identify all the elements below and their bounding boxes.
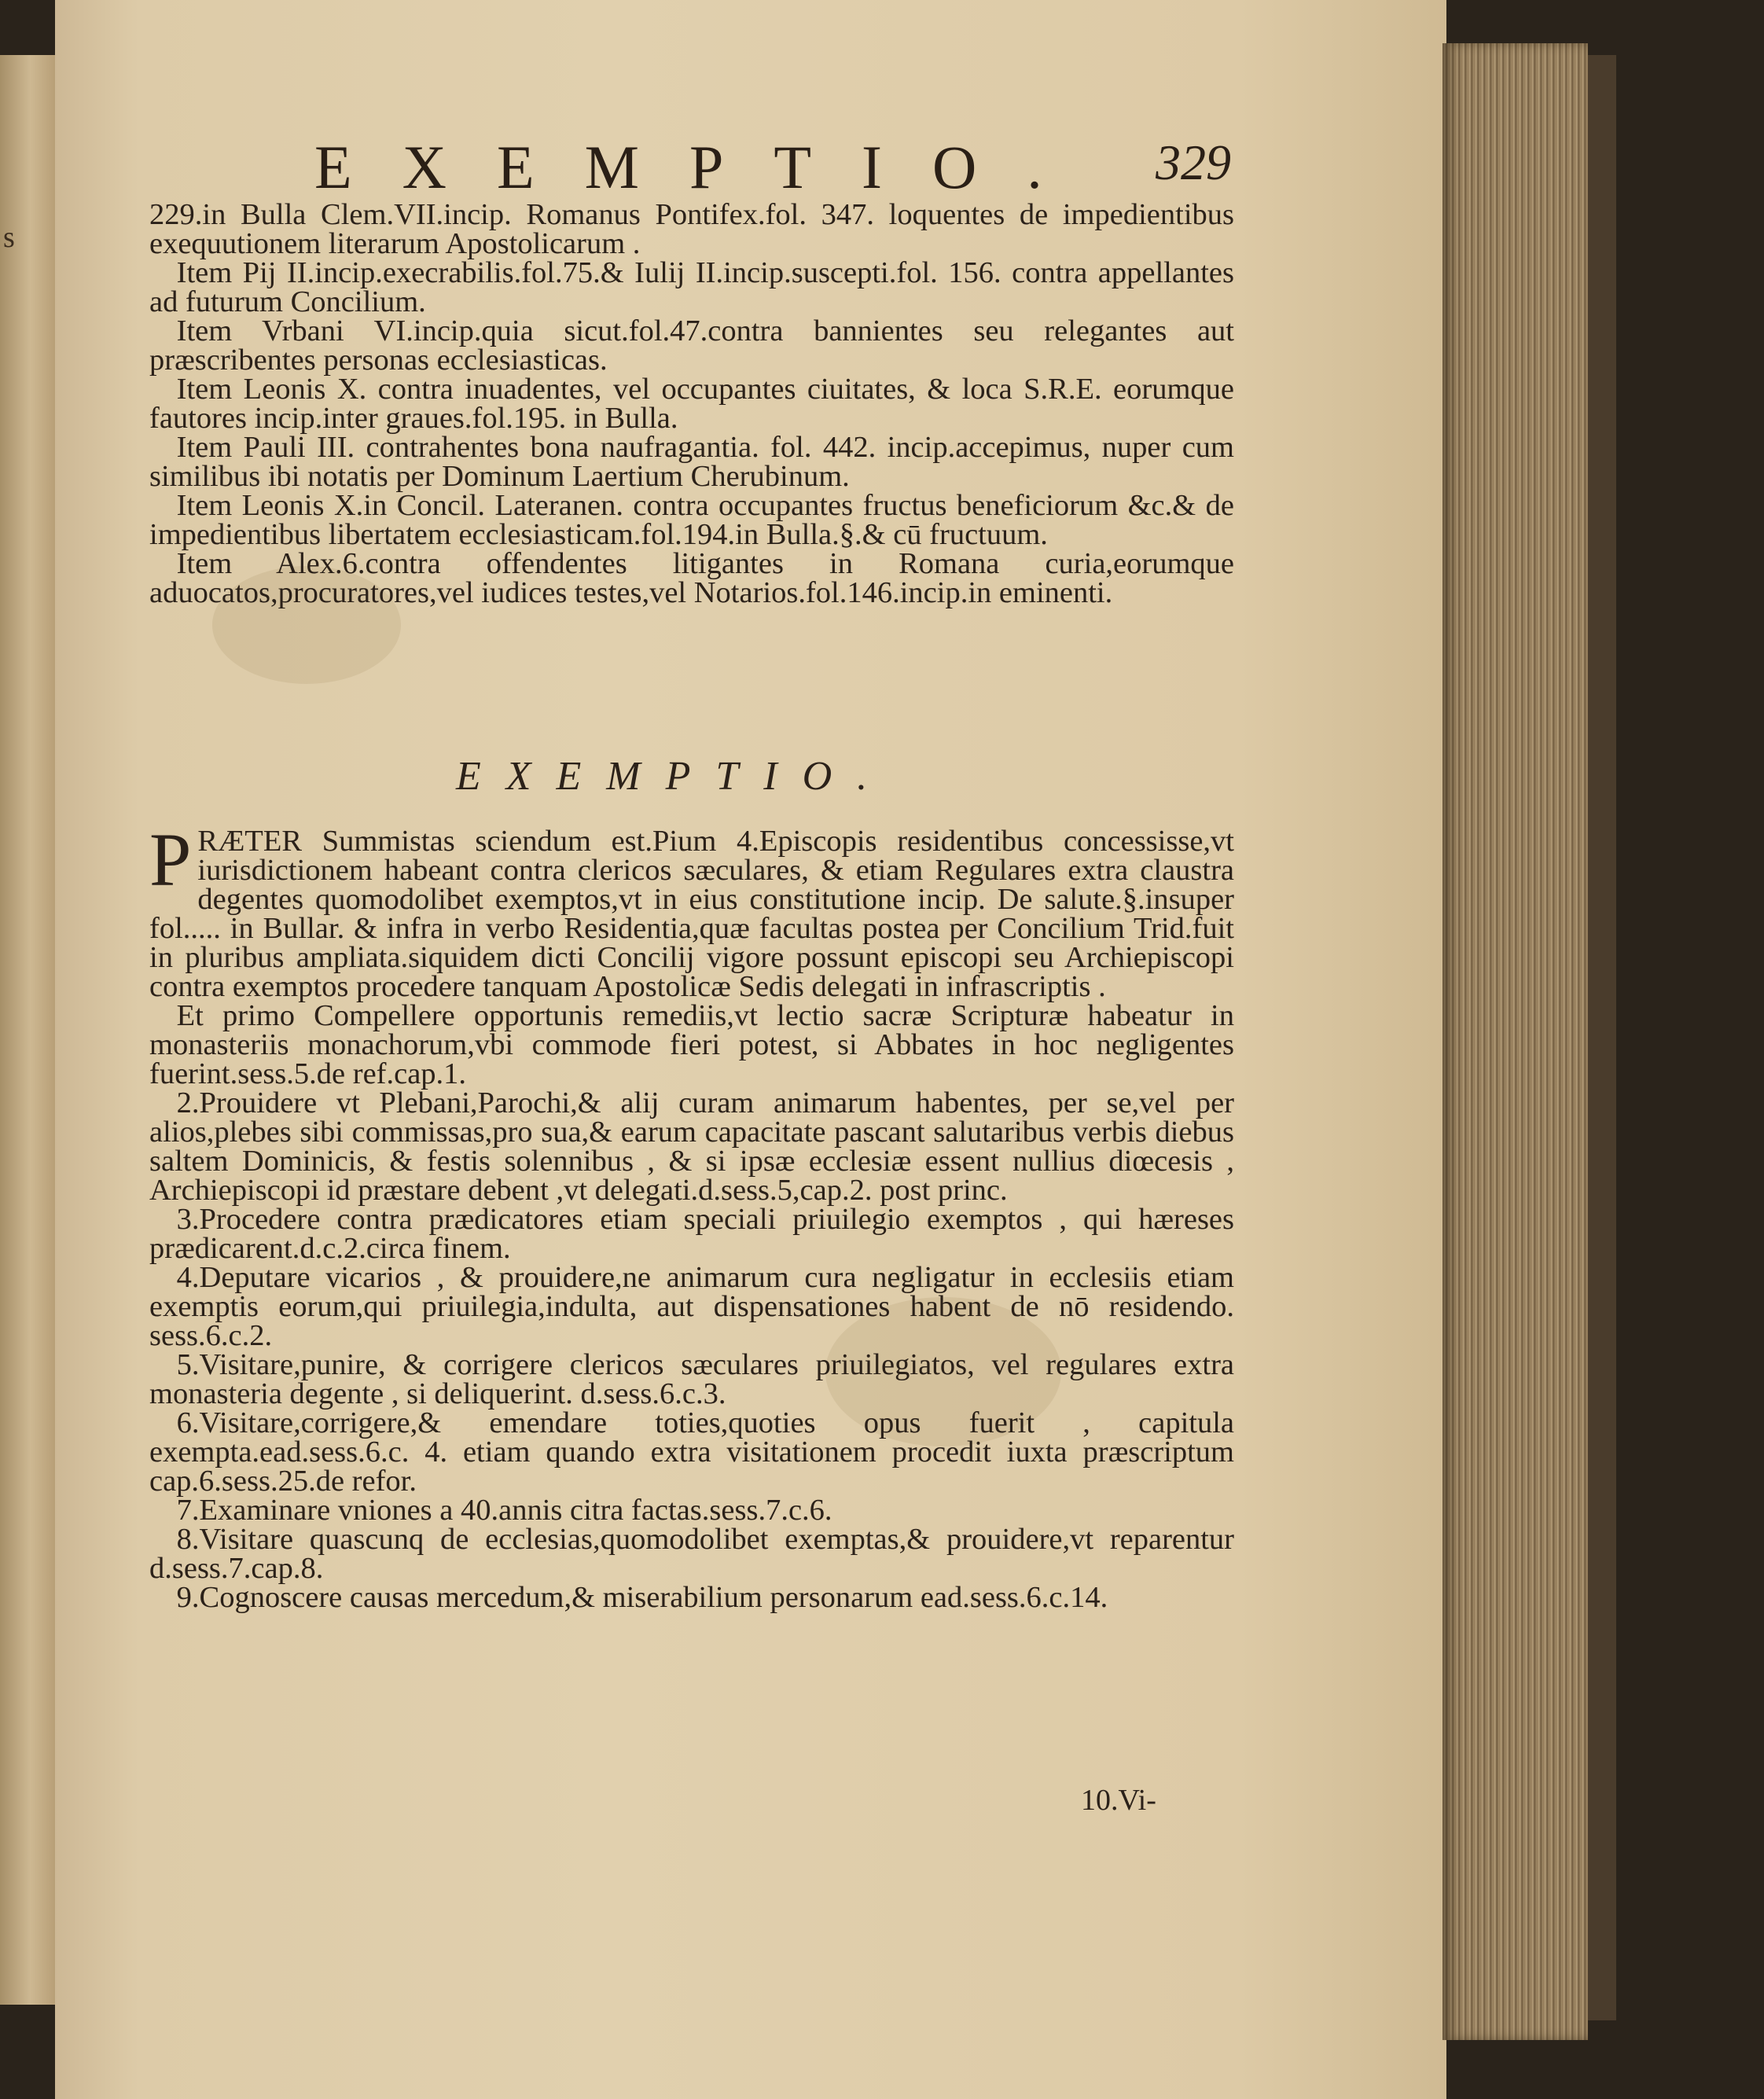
list-item: 3.Procedere contra prædicatores etiam speciali priuilegio exemptos , qui hæreses prædicarent.d.c.2.circa finem. — [149, 1203, 1234, 1265]
paragraph: Item Vrbani VI.incip.quia sicut.fol.47.contra bannientes seu relegantes aut præscribentes personas ecclesiasticas. — [149, 314, 1234, 377]
paragraph: 229.in Bulla Clem.VII.incip. Romanus Pontifex.fol. 347. loquentes de impedientibus exequutionem literarum Apostolicarum . — [149, 198, 1234, 260]
list-item: 2.Prouidere vt Plebani,Parochi,& alij curam animarum habentes, per se,vel per alios,plebes sibi commissas,pro sua,& earum capacitate pascant salutaribus verbis diebus saltem Dominicis, & festis solennibus , & si ipsæ ecclesiæ essent nullius diœcesis , Archiepiscopi id præstare debent ,vt delegati.d.sess.5,cap.2. post princ. — [149, 1086, 1234, 1207]
list-item: 7.Examinare vniones a 40.annis citra factas.sess.7.c.6. — [176, 1494, 832, 1527]
paragraph: Item Leonis X.in Concil. Lateranen. contra occupantes fructus beneficiorum &c.& de impedientibus libertatem ecclesiasticam.fol.194.in Bulla.§.& cū fructuum. — [149, 489, 1234, 551]
left-page-edge — [0, 55, 55, 2005]
top-text-block — [149, 200, 1234, 608]
paragraph: Item Leonis X. contra inuadentes, vel occupantes ciuitates, & loca S.R.E. eorumque fautores incip.inter graues.fol.195. in Bulla. — [149, 373, 1234, 435]
list-item: 8.Visitare quascunq de ecclesias,quomodolibet exemptas,& prouidere,vt reparentur d.sess.7.cap.8. — [149, 1523, 1234, 1585]
main-text-block — [149, 818, 1234, 1614]
paragraph: Item Pij II.incip.execrabilis.fol.75.& Iulij II.incip.suscepti.fol. 156. contra appellantes ad futurum Concilium. — [149, 256, 1234, 318]
paragraph: Item Pauli III. contrahentes bona naufragantia. fol. 442. incip.accepimus, nuper cum similibus ibi notatis per Dominum Laertium Cherubinum. — [149, 431, 1234, 493]
intro-text: RÆTER Summistas sciendum est.Pium 4.Episcopis residentibus concessisse,vt iurisdictionem habeant contra clericos sæculares, & etiam Regulares extra claustra degentes quomodolibet exemptos,vt in eius constitutione incip. De salute.§.insuper fol..... in Bullar. & infra in verbo Residentia,quæ facultas postea per Concilium Trid.fuit in pluribus ampliata.siquidem dicti Concilij vigore possunt episcopi seu Archiepiscopi contra exemptos procedere tanquam Apostolicæ Sedis delegati in infrascriptis . — [149, 825, 1234, 1003]
list-item: 9.Cognoscere causas mercedum,& miserabilium personarum ead.sess.6.c.14. — [176, 1581, 1108, 1614]
folio-number: 329 — [1156, 134, 1231, 190]
left-page-margin-char: s — [3, 221, 15, 254]
book-page — [55, 0, 1446, 2099]
fore-edge — [1442, 43, 1588, 2040]
drop-cap: P — [149, 818, 192, 902]
intro-paragraph — [149, 818, 1234, 1003]
running-head: EXEMPTIO. — [314, 133, 1093, 201]
book-cover-edge — [1588, 55, 1616, 2020]
paragraph: Item Alex.6.contra offendentes litigantes in Romana curia,eorumque aduocatos,procuratores,vel iudices testes,vel Notarios.fol.146.incip.in eminenti. — [149, 547, 1234, 609]
list-item: Et primo Compellere opportunis remediis,vt lectio sacræ Scripturæ habeatur in monasteriis monachorum,vbi commode fieri potest, si Abbates in hoc negligentes fuerint.sess.5.de ref.cap.1. — [149, 999, 1234, 1090]
list-item: 6.Visitare,corrigere,& emendare toties,quoties opus fuerit , capitula exempta.ead.sess.6.c. 4. etiam quando extra visitationem procedit iuxta præscriptum cap.6.sess.25.de refor. — [149, 1406, 1234, 1498]
list-item: 5.Visitare,punire, & corrigere clericos sæculares priuilegiatos, vel regulares extra monasteria degente , si deliquerint. d.sess.6.c.3. — [149, 1348, 1234, 1410]
list-item: 4.Deputare vicarios , & prouidere,ne animarum cura negligatur in ecclesiis etiam exemptis eorum,qui priuilegia,indulta, aut dispensationes habent de nō residendo. sess.6.c.2. — [149, 1261, 1234, 1352]
section-heading: EXEMPTIO. — [456, 754, 893, 799]
catchword: 10.Vi- — [1081, 1784, 1156, 1817]
